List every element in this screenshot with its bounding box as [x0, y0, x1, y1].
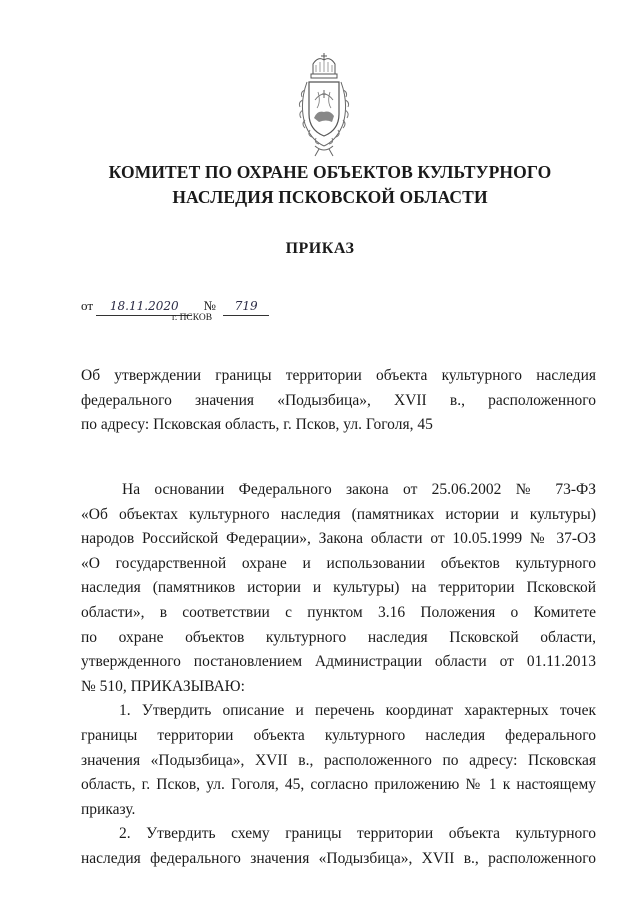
body-line: по охране объектов культурного наследия Псковской области,	[81, 628, 596, 646]
subject-line: Об утверждении границы территории объекта культурного наследия	[81, 367, 596, 384]
order-item-2-line: 2. Утвердить схему границы территории объекта культурного	[119, 825, 596, 843]
order-item-1-line: приказу.	[81, 800, 136, 818]
organization-name-line-1: КОМИТЕТ ПО ОХРАНЕ ОБЪЕКТОВ КУЛЬТУРНОГО	[108, 162, 552, 182]
body-line: наследия (памятников истории и культуры) на территории Псковской	[81, 579, 596, 597]
coat-of-arms-emblem	[295, 52, 353, 158]
organization-name-line-2: НАСЛЕДИЯ ПСКОВСКОЙ ОБЛАСТИ	[172, 187, 488, 207]
order-item-1-line: границы территории объекта культурного наследия федерального	[81, 726, 596, 744]
body-line: «О государственной охране и использовании объектов культурного	[81, 554, 596, 572]
body-line: народов Российской Федерации», Закона области от 10.05.1999 № 37-ОЗ	[81, 530, 596, 548]
body-line: № 510, ПРИКАЗЫВАЮ:	[81, 677, 245, 695]
organization-name	[60, 160, 600, 210]
order-item-1-line: значения «Подызбица», XVII в., расположенного по адресу: Псковская	[81, 751, 596, 769]
body-line: «Об объектах культурного наследия (памятниках истории и культуры)	[81, 505, 596, 523]
order-item-1-line: область, г. Псков, ул. Гоголя, 45, согласно приложению № 1 к настоящему	[81, 776, 596, 794]
handwritten-date: 18.11.2020	[96, 300, 192, 316]
subject-line: федерального значения «Подызбица», XVII в., расположенного	[81, 391, 596, 409]
number-sign: №	[203, 298, 216, 313]
document-type-title: ПРИКАЗ	[285, 240, 355, 257]
order-item-1-line: 1. Утвердить описание и перечень координат характерных точек	[119, 702, 596, 720]
body-line: области», в соответствии с пунктом 3.16 Положения о Комитете	[81, 603, 596, 621]
city-label: г. ПСКОВ	[172, 313, 213, 323]
body-line: утвержденного постановлением Администрации области от 01.11.2013	[81, 653, 596, 671]
order-subject	[81, 364, 596, 438]
date-prefix: от	[81, 298, 94, 313]
handwritten-number: 719	[223, 300, 269, 316]
order-item-2-line: наследия федерального значения «Подызбица», XVII в., расположенного	[81, 849, 596, 867]
order-body	[81, 478, 596, 872]
subject-line: по адресу: Псковская область, г. Псков, ул. Гоголя, 45	[81, 416, 433, 433]
body-line: На основании Федерального закона от 25.06.2002 № 73-ФЗ	[122, 481, 596, 498]
